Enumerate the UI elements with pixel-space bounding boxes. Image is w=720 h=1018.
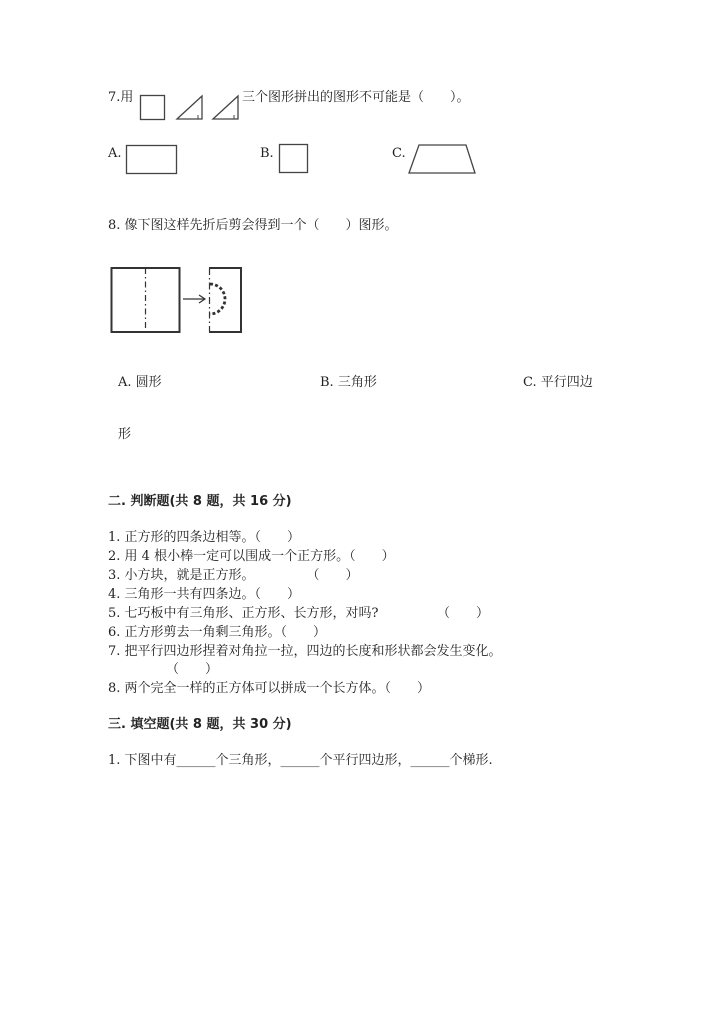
q7-question: 三个图形拼出的图形不可能是（ ）。	[242, 90, 470, 105]
s2-item-6: 6. 正方形剪去一角剩三角形。（ ）	[108, 625, 327, 640]
q8-option-a: A. 圆形	[118, 375, 162, 390]
s2-item-7: 7. 把平行四边形捏着对角拉一拉，四边的长度和形状都会发生变化。	[108, 644, 502, 659]
folded-paper	[209, 268, 241, 332]
q7-number: 7.用	[108, 90, 134, 105]
q8-question: 8. 像下图这样先折后剪会得到一个（ ）图形。	[108, 218, 398, 233]
section2-title: 二. 判断题(共 8 题，共 16 分)	[108, 494, 292, 509]
section3-title: 三. 填空题(共 8 题，共 30 分)	[108, 717, 292, 732]
s2-item-4: 4. 三角形一共有四条边。（ ）	[108, 587, 301, 602]
rectangle-icon	[126, 145, 178, 175]
cut-arc	[210, 284, 225, 314]
s2-item-5: 5. 七巧板中有三角形、正方形、长方形，对吗? （ ）	[108, 606, 490, 621]
s2-item-2: 2. 用 4 根小棒一定可以围成一个正方形。（ ）	[108, 549, 395, 564]
square-icon	[140, 95, 166, 121]
q8-option-b: B. 三角形	[320, 375, 377, 390]
folded-paper-figure	[110, 266, 250, 336]
s2-item-3: 3. 小方块，就是正方形。 （ ）	[108, 568, 359, 583]
trapezoid-icon	[408, 144, 478, 174]
s2-item-8: 8. 两个完全一样的正方体可以拼成一个长方体。（ ）	[108, 681, 431, 696]
triangle-icon	[176, 95, 206, 121]
q7-option-c-label: C.	[392, 146, 406, 161]
q7-option-b-label: B.	[260, 146, 274, 161]
square-icon	[279, 144, 309, 174]
s2-item-7-answer: （ ）	[166, 662, 219, 677]
s2-item-1: 1. 正方形的四条边相等。（ ）	[108, 530, 301, 545]
q8-option-c: C. 平行四边	[523, 375, 593, 390]
triangle-icon	[212, 95, 242, 121]
q8-option-c-wrap: 形	[118, 427, 132, 442]
s3-question-1: 1. 下图中有______个三角形，______个平行四边形，______个梯形.	[108, 753, 493, 768]
q7-option-a-label: A.	[108, 146, 122, 161]
